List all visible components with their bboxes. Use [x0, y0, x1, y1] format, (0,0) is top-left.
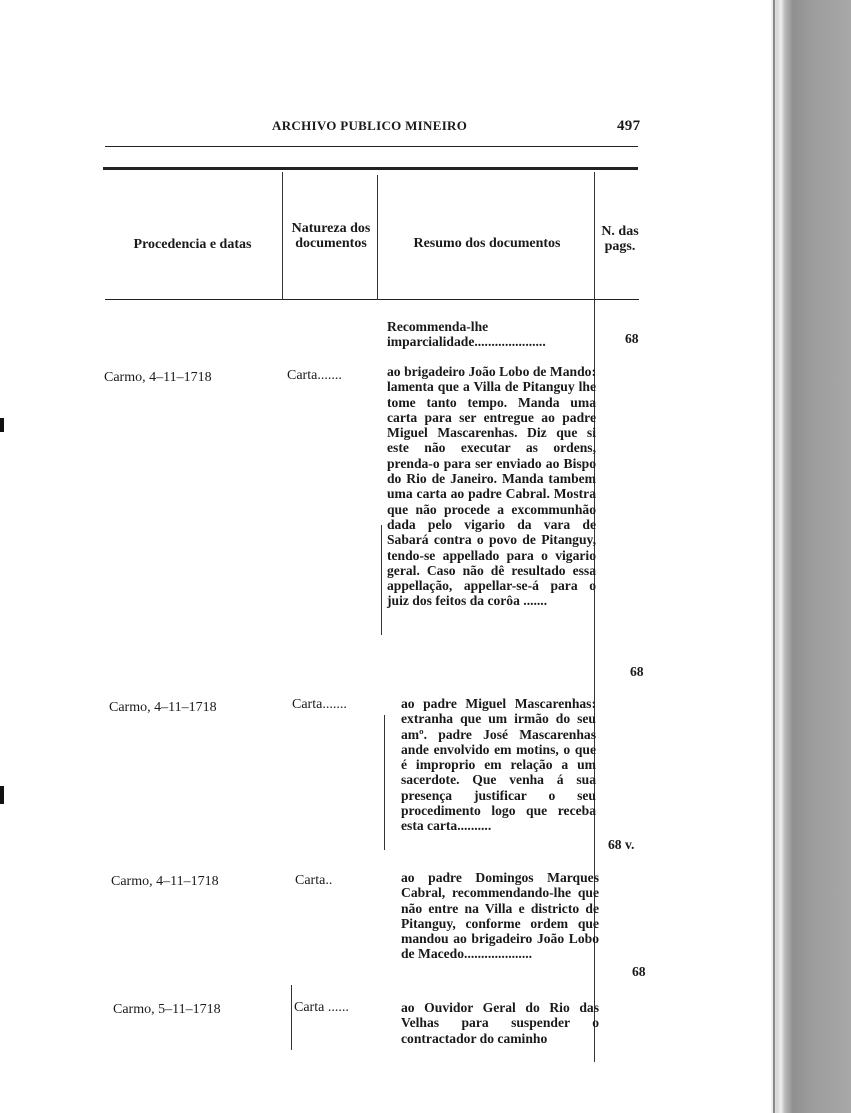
entry-summary: ao padre Domingos Marques Cabral, recommendando-lhe que não entre na Villa e districto de Pitanguy, conforme ordem que mandou ao brigadeiro João Lobo de Macedo.................... — [401, 870, 599, 962]
column-header-pages: N. das pags. — [601, 224, 639, 254]
entry-pages: 68 v. — [608, 837, 635, 852]
entry-nature: Carta....... — [287, 368, 342, 383]
column-header-origin: Procedencia e datas — [133, 237, 252, 252]
column-divider — [282, 172, 283, 300]
entry-nature: Carta....... — [292, 697, 347, 712]
entry-pages: 68 — [632, 964, 646, 979]
entry-summary: ao padre Miguel Mascarenhas: extranha que um irmão do seu amº. padre José Mascarenhas ande envolvido em motins, o que é improprio em relação a um sacerdote. Que venha á sua presença justificar o seu procedimento logo que receba esta carta.......... — [401, 696, 596, 834]
entry-origin: Carmo, 4–11–1718 — [109, 700, 217, 715]
entry-pages: 68 — [630, 664, 644, 679]
entry-summary: ao brigadeiro João Lobo de Mando: lamenta que a Villa de Pitanguy lhe tome tanto tempo. Manda uma carta para ser entregue ao padre Miguel Mascarenhas. Diz que si este não executar as ordens, prenda-o para ser enviado ao Bispo do Rio de Janeiro. Manda tambem uma carta ao padre Cabral. Mostra que não procede a excommunhão dada pelo vigario da vara de Sabará contra o povo de Pitanguy, tendo-se appellado para o vigario geral. Caso não dê resultado essa appellação, appellar-se-á para o juiz dos feitos da corôa ....... — [387, 364, 596, 609]
entry-summary: ao Ouvidor Geral do Rio das Velhas para suspender o contractador do caminho — [401, 1000, 599, 1046]
page-number: 497 — [617, 118, 641, 134]
column-divider — [291, 985, 292, 1050]
table-top-rule — [103, 167, 638, 170]
entry-origin: Carmo, 4–11–1718 — [104, 370, 212, 385]
running-header-title: ARCHIVO PUBLICO MINEIRO — [272, 118, 468, 133]
left-margin-mark — [0, 786, 4, 804]
column-header-nature: Natureza dos documentos — [291, 221, 371, 251]
left-margin-mark — [0, 418, 4, 432]
entry-nature: Carta.. — [295, 873, 333, 888]
continuation-pages: 68 — [625, 331, 639, 346]
page-edge-shadow — [771, 0, 851, 1113]
column-divider — [384, 715, 385, 850]
header-rule — [105, 146, 638, 147]
entry-origin: Carmo, 4–11–1718 — [111, 874, 219, 889]
column-header-summary: Resumo dos documentos — [413, 236, 561, 251]
table-head-rule — [105, 299, 639, 300]
column-divider — [381, 525, 382, 635]
continuation-summary: Recommenda-lhe imparcialidade..................... — [387, 319, 546, 350]
column-divider — [377, 175, 378, 300]
entry-origin: Carmo, 5–11–1718 — [113, 1002, 221, 1017]
entry-nature: Carta ...... — [294, 1000, 349, 1015]
